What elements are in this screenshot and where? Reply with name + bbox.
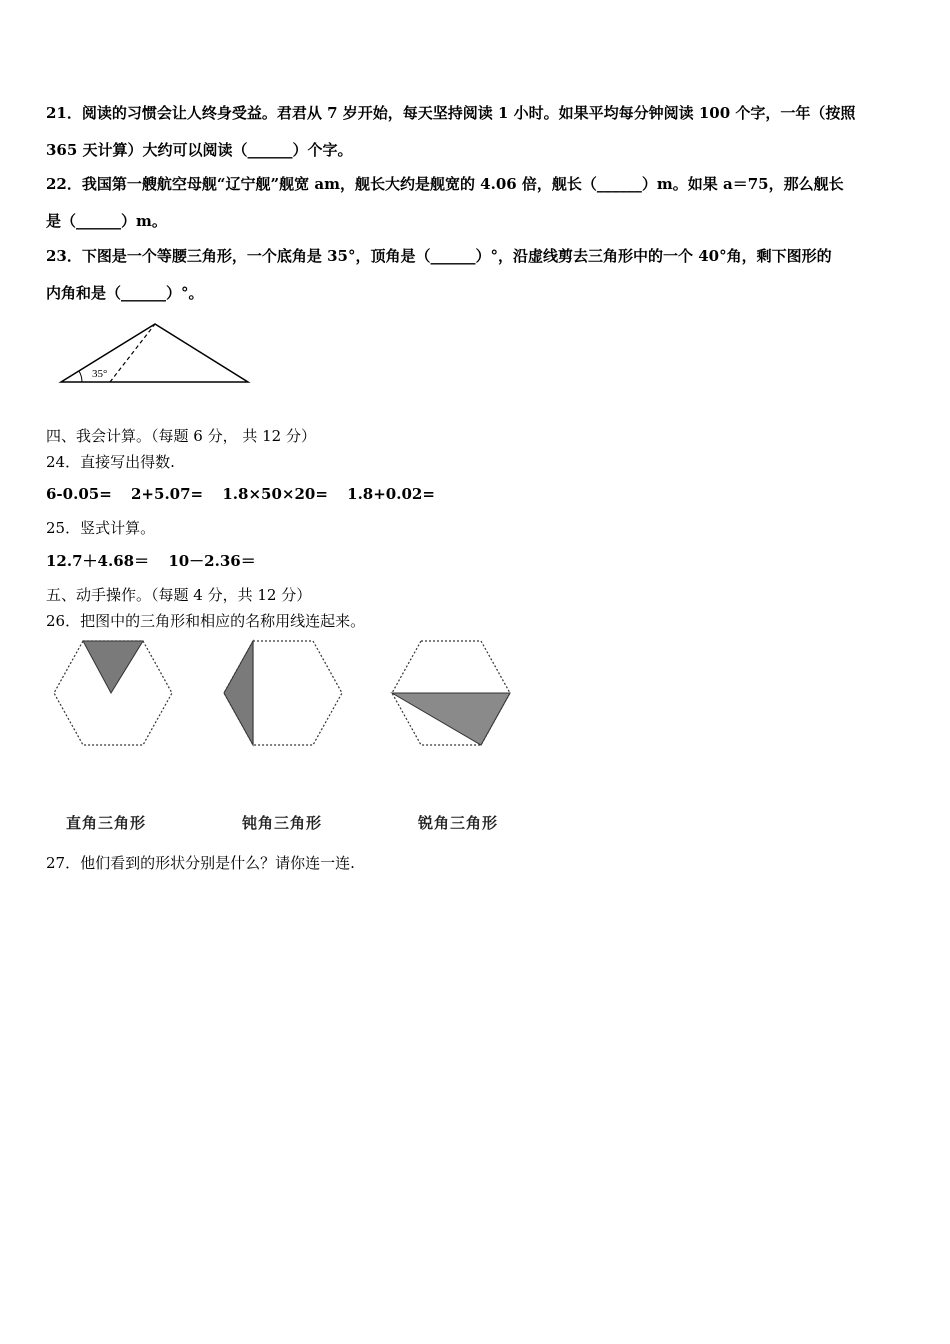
q24-item: 6-0.05= (46, 485, 112, 503)
triangle-outline (61, 324, 248, 382)
isosceles-triangle-figure (58, 320, 252, 386)
q25-item: 12.7＋4.68＝ (46, 552, 150, 570)
shaded-triangle (392, 693, 510, 745)
cut-dashed-line (110, 324, 155, 382)
hexagon-figure-2 (220, 638, 346, 750)
q23-line1: 23．下图是一个等腰三角形，一个底角是 35°，顶角是（______）°，沿虚线剪去三角形中的一个 40°角，剩下图形的 (46, 247, 832, 265)
q24-title: 24．直接写出得数. (46, 453, 175, 471)
q24-item: 1.8+0.02= (347, 485, 435, 503)
q21-line1: 21．阅读的习惯会让人终身受益。君君从 7 岁开始，每天坚持阅读 1 小时。如果平均每分钟阅读 100 个字，一年（按照 (46, 104, 856, 122)
q25-item: 10－2.36＝ (168, 552, 256, 570)
hexagon-figure-1 (50, 638, 176, 750)
q26-title: 26．把图中的三角形和相应的名称用线连起来。 (46, 612, 366, 630)
q22-line1: 22．我国第一艘航空母舰“辽宁舰”舰宽 am，舰长大约是舰宽的 4.06 倍，舰长（______）m。如果 a＝75，那么舰长 (46, 175, 844, 193)
q24-item: 2+5.07= (131, 485, 204, 503)
q24-item: 1.8×50×20= (222, 485, 328, 503)
label-obtuse-triangle: 钝角三角形 (242, 814, 323, 832)
q21-line2: 365 天计算）大约可以阅读（______）个字。 (46, 141, 353, 159)
q25-items (46, 551, 256, 571)
q24-items (46, 484, 435, 504)
q27-title: 27．他们看到的形状分别是什么？请你连一连. (46, 854, 355, 872)
q25-title: 25．竖式计算。 (46, 519, 156, 537)
angle-arc (79, 371, 82, 382)
shaded-triangle (83, 641, 143, 693)
q23-line2: 内角和是（______）°。 (46, 284, 204, 302)
section4-heading: 四、我会计算。（每题 6 分， 共 12 分） (46, 427, 316, 445)
hexagon-figure-3 (388, 638, 514, 750)
section5-heading: 五、动手操作。（每题 4 分，共 12 分） (46, 586, 312, 604)
shaded-triangle (224, 641, 253, 745)
angle-label: 35° (92, 368, 108, 380)
q22-line2: 是（______）m。 (46, 212, 167, 230)
label-acute-triangle: 锐角三角形 (418, 814, 499, 832)
label-right-triangle: 直角三角形 (66, 814, 147, 832)
